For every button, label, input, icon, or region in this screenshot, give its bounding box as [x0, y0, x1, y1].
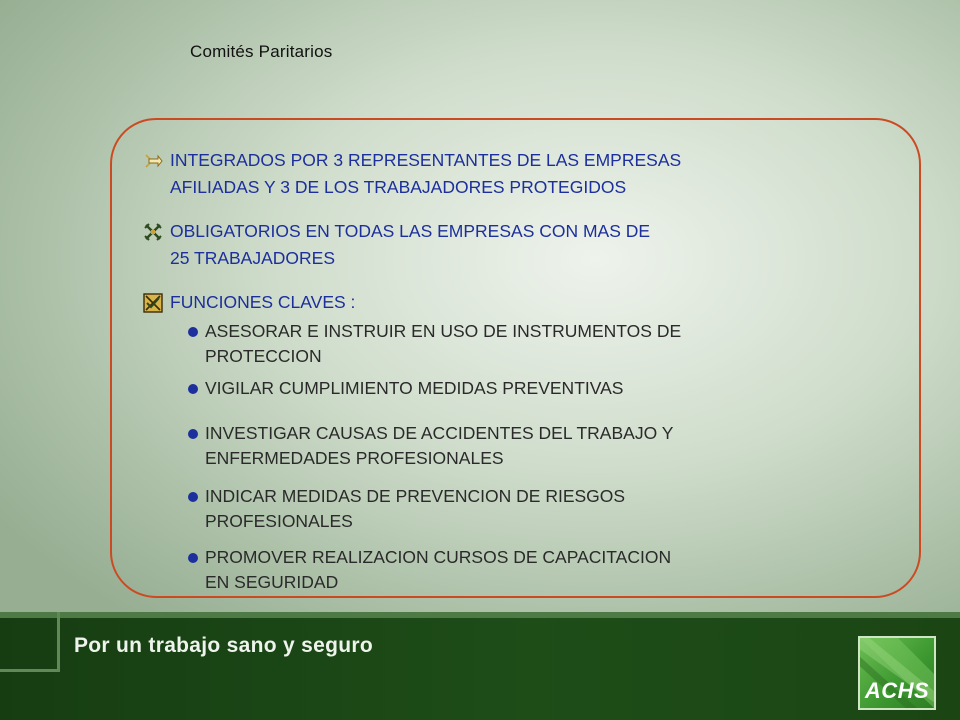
- function-item-line-1: VIGILAR CUMPLIMIENTO MEDIDAS PREVENTIVAS: [205, 378, 624, 398]
- function-item-line-2: EN SEGURIDAD: [205, 572, 339, 592]
- function-item-line-1: PROMOVER REALIZACION CURSOS DE CAPACITACION: [205, 547, 672, 567]
- achs-logo: [858, 636, 936, 710]
- footer-stripe: [0, 612, 960, 618]
- function-item-line-2: ENFERMEDADES PROFESIONALES: [205, 448, 504, 468]
- bullet-dot-icon: [188, 553, 198, 563]
- footer-slogan: Por un trabajo sano y seguro: [74, 634, 373, 657]
- crossed-tools-bullet-icon: [143, 222, 163, 242]
- arrow-bullet-icon: [143, 151, 163, 171]
- footer-bar: [0, 612, 960, 720]
- bullet-funciones-label: FUNCIONES CLAVES :: [170, 292, 356, 312]
- bullet-integrados-line-1: INTEGRADOS POR 3 REPRESENTANTES DE LAS EMPRESAS: [170, 150, 682, 170]
- function-item-line-2: PROTECCION: [205, 346, 322, 366]
- bullet-integrados-line-2: AFILIADAS Y 3 DE LOS TRABAJADORES PROTEGIDOS: [170, 177, 627, 197]
- function-item-line-1: INVESTIGAR CAUSAS DE ACCIDENTES DEL TRABAJO Y: [205, 423, 674, 443]
- checkbox-bullet-icon: [143, 293, 163, 313]
- bullet-dot-icon: [188, 429, 198, 439]
- bullet-obligatorios-line-1: OBLIGATORIOS EN TODAS LAS EMPRESAS CON MAS DE: [170, 221, 651, 241]
- bullet-dot-icon: [188, 492, 198, 502]
- footer-corner-decoration: [0, 612, 60, 672]
- bullet-dot-icon: [188, 327, 198, 337]
- function-item-line-2: PROFESIONALES: [205, 511, 353, 531]
- function-item-line-1: ASESORAR E INSTRUIR EN USO DE INSTRUMENTOS DE: [205, 321, 682, 341]
- logo-text: ACHS: [864, 678, 930, 703]
- slide-title: Comités Paritarios: [190, 42, 333, 61]
- bullet-obligatorios-line-2: 25 TRABAJADORES: [170, 248, 336, 268]
- function-item-line-1: INDICAR MEDIDAS DE PREVENCION DE RIESGOS: [205, 486, 626, 506]
- bullet-dot-icon: [188, 384, 198, 394]
